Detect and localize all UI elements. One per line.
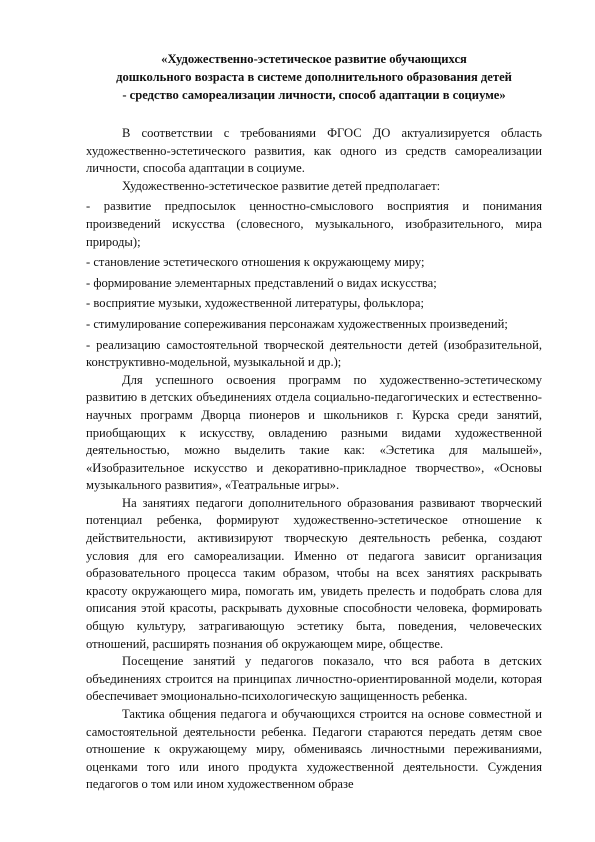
document-body bbox=[86, 125, 542, 794]
paragraph-tactics: Тактика общения педагога и обучающихся строится на основе совместной и самостоятельной деятельности ребенка. Педагоги стараются передать детям свое отношение к окружающему миру, обмениваясь личностными переживаниями, оценками того или иного продукта художественной деятельности. Суждения педагогов о том или ином художественном образе bbox=[86, 707, 542, 792]
list-item: - восприятие музыки, художественной литературы, фольклора; bbox=[86, 296, 424, 311]
paragraph-intro: В соответствии с требованиями ФГОС ДО актуализируется область художественно-эстетического развития, как одного из средств самореализации личности, способа адаптации в социуме. bbox=[86, 126, 542, 176]
title-line-1: «Художественно-эстетическое развитие обучающихся bbox=[161, 52, 467, 66]
list-item: - становление эстетического отношения к окружающему миру; bbox=[86, 255, 425, 270]
title-line-2: дошкольного возраста в системе дополнительного образования детей bbox=[116, 70, 512, 84]
paragraph-observation: Посещение занятий у педагогов показало, что вся работа в детских объединениях строится на принципах личностно-ориентированной модели, которая обеспечивает эмоционально-психологическую защищенность ребенка. bbox=[86, 654, 542, 704]
document-title bbox=[86, 50, 542, 104]
list-item: - развитие предпосылок ценностно-смыслового восприятия и понимания произведений искусства (словесного, музыкального, изобразительного, мира природы); bbox=[86, 199, 542, 249]
paragraph-programs: Для успешного освоения программ по художественно-эстетическому развитию в детских объединениях отдела социально-педагогических и естественно-научных программ Дворца пионеров и школьников г. Курска среди занятий, приобщающих к искусству, овладению разными видами художественной деятельностью, можно выделить такие как: «Эстетика для малышей», «Изобразительное искусство и декоративно-прикладное творчество», «Основы музыкального развития», «Театральные игры». bbox=[86, 372, 542, 493]
document-page bbox=[86, 50, 542, 794]
list-item: - формирование элементарных представлений о видах искусства; bbox=[86, 275, 437, 290]
paragraph-teachers: На занятиях педагоги дополнительного образования развивают творческий потенциал ребенка, формируют художественно-эстетическое отношение к действительности, активизируют творческую деятельность ребенка, создают условия для его самореализации. Именно от педагога зависит организация образовательного процесса таким образом, чтобы на всех занятиях раскрывать красоту окружающего мира, помогать им, увидеть прелесть и подобрать слова для описания этой красоты, раскрывать духовные способности человека, формировать общую культуру, затрагивающую эстетику быта, поведения, человеческих отношений, расширять познания об окружающем мире, обществе. bbox=[86, 495, 542, 651]
paragraph-list-lead: Художественно-эстетическое развитие детей предполагает: bbox=[122, 178, 441, 193]
list-item: - стимулирование сопереживания персонажам художественных произведений; bbox=[86, 316, 508, 331]
title-line-3: - средство самореализации личности, способ адаптации в социуме» bbox=[122, 88, 506, 102]
list-item: - реализацию самостоятельной творческой деятельности детей (изобразительной, конструктивно-модельной, музыкальной и др.); bbox=[86, 337, 542, 370]
